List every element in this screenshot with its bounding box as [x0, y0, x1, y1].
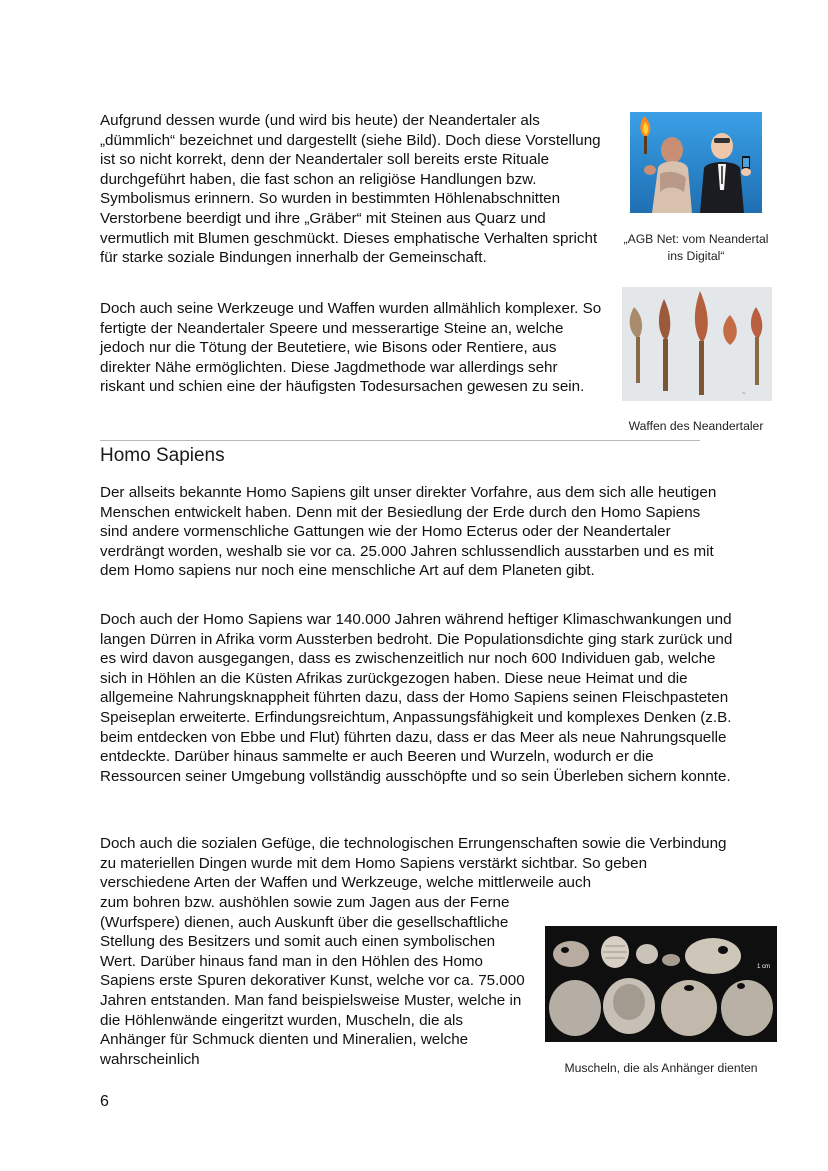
caption-muscheln: Muscheln, die als Anhänger dienten [564, 1061, 758, 1075]
photo-neandertaler-waffen [622, 287, 772, 401]
caption-agb-net: „AGB Net: vom Neandertal ins Digital“ [623, 232, 769, 263]
svg-text:~: ~ [742, 391, 746, 397]
section-divider [100, 440, 700, 441]
section-heading-homo-sapiens: Homo Sapiens [100, 445, 225, 466]
agb-net-illustration [630, 112, 762, 213]
caption-waffen: Waffen des Neandertaler [628, 419, 764, 433]
paragraph-werkzeuge-waffen: Doch auch seine Werkzeuge und Waffen wurden allmählich komplexer. So fertigte der Neandertaler Speere und messerartige Steine an, welche jedoch nur die Tötung der Beutetiere, wie Bisons oder Rentiere, aus direkter Nähe ermöglichten. Diese Jagdmethode war allerdings sehr riskant und schien eine der häufigsten Todesursachen gewesen zu sein. [100, 300, 602, 396]
paragraph-homo-sapiens-vorfahre: Der allseits bekannte Homo Sapiens gilt unser direkter Vorfahre, aus dem sich alle heutigen Menschen entwickelt haben. Denn mit der Besiedlung der Erde durch den Homo Sapiens sind andere vormenschliche Gattungen wie der Homo Ecterus oder der Neandertaler verdrängt worden, weshalb sie vor ca. 25.000 Jahren schlussendlich ausstarben und es mit dem Homo sapiens nur noch eine menschliche Art auf dem Planeten gibt. [100, 484, 717, 580]
photo-muscheln [545, 926, 777, 1042]
shells-illustration [545, 926, 777, 1042]
paragraph-klimaschwankungen: Doch auch der Homo Sapiens war 140.000 Jahren während heftiger Klimaschwankungen und langen Dürren in Afrika vorm Aussterben bedroht. Die Populationsdichte ging stark zurück und es wird davon ausgegangen, dass es zwischenzeitlich nur noch 600 Individuen gab, welche sich in Höhlen an die Küsten Afrikas zurückgezogen haben. Diese neue Heimat und die allgemeine Nahrungsknappheit führten dazu, dass der Homo Sapiens seinen Fleischpasteten Speiseplan erweiterte. Erfindungsreichtum, Anpassungsfähigkeit und komplexes Denken (z.B. beim entdecken von Ebbe und Flut) führten dazu, dass er das Meer als neue Nahrungsquelle entdeckte. Darüber hinaus sammelte er auch Beeren und Wurzeln, wodurch er die Ressourcen seiner Umgebung vollständig ausschöpfte und so sein Überleben sichern konnte. [100, 611, 733, 785]
paragraph-neandertaler-rituale: Aufgrund dessen wurde (und wird bis heute) der Neandertaler als „dümmlich“ bezeichnet und dargestellt (siehe Bild). Doch diese Vorstellung ist so nicht korrekt, denn der Neandertaler soll bereits erste Rituale durchgeführt haben, die fast schon an religiöse Handlungen bzw. Symbolismus erinnern. So wurden in bestimmten Höhlenabschnitten Verstorbene beerdigt und ihre „Gräber“ mit Steinen aus Quarz und vermutlich mit Blumen geschmückt. Dieses emphatische Verhalten spricht für starke soziale Bindungen innerhalb der Gemeinschaft. [100, 112, 601, 267]
scale-label: 1 cm [757, 964, 771, 970]
spearheads-illustration [622, 287, 772, 401]
page-number: 6 [100, 1093, 109, 1110]
paragraph-soziale-gefuege: Doch auch die sozialen Gefüge, die technologischen Errungenschaften sowie die Verbindung zu materiellen Dingen wurde mit dem Homo Sapiens verstärkt sichtbar. So geben verschiedene Arten der Waffen und Werkzeuge, welche mittlerweile auch [100, 835, 727, 892]
paragraph-dekorative-kunst: zum bohren bzw. aushöhlen sowie zum Jagen aus der Ferne (Wurfspere) dienen, auch Auskunft über die gesellschaftliche Stellung des Besitzers und somit auch einen symbolischen Wert. Darüber hinaus fand man in den Höhlen des Homo Sapiens erste Spuren dekorativer Kunst, welche vor ca. 75.000 Jahren entstanden. Man fand beispielsweise Muster, welche in die Höhlenwände eingeritzt wurden, Muscheln, die als Anhänger für Schmuck dienten und Mineralien, welche wahrscheinlich [100, 894, 525, 1068]
photo-agb-net [630, 112, 762, 213]
